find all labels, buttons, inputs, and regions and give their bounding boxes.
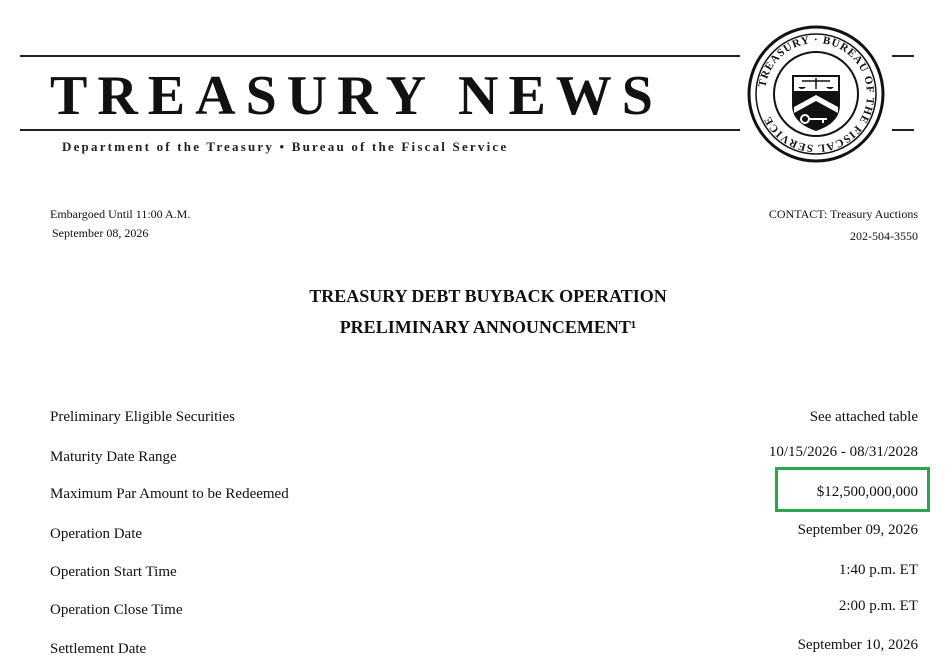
detail-label: Operation Close Time <box>50 602 183 618</box>
detail-value: $12,500,000,000 <box>816 484 918 500</box>
par-amount-highlight-box <box>775 467 930 512</box>
masthead-top-rule <box>20 55 740 57</box>
detail-label: Settlement Date <box>50 641 147 657</box>
embargo-text: Embargoed Until 11:00 A.M. <box>50 207 191 221</box>
announcement-subtitle: PRELIMINARY ANNOUNCEMENT¹ <box>339 317 637 337</box>
detail-label: Operation Start Time <box>50 564 177 580</box>
detail-value: 2:00 p.m. ET <box>838 598 918 614</box>
masthead-title: TREASURY NEWS <box>50 65 663 127</box>
masthead-top-rule-right <box>892 55 914 57</box>
detail-value: September 09, 2026 <box>797 522 918 538</box>
detail-label: Maximum Par Amount to be Redeemed <box>50 486 289 502</box>
detail-value: September 10, 2026 <box>797 637 918 653</box>
contact-phone: 202-504-3550 <box>850 229 918 243</box>
masthead-bottom-rule <box>20 129 740 131</box>
contact-text: CONTACT: Treasury Auctions <box>768 207 918 221</box>
treasury-seal-icon <box>747 25 885 163</box>
detail-label: Maturity Date Range <box>50 449 177 465</box>
detail-label: Operation Date <box>50 526 143 542</box>
detail-value: See attached table <box>809 409 918 425</box>
detail-value: 1:40 p.m. ET <box>838 562 918 578</box>
masthead-bottom-rule-right <box>892 129 914 131</box>
announcement-title: TREASURY DEBT BUYBACK OPERATION <box>309 286 667 306</box>
detail-label: Preliminary Eligible Securities <box>50 409 235 425</box>
masthead-subtitle: Department of the Treasury • Bureau of the Fiscal Service <box>62 139 509 154</box>
release-date: September 08, 2026 <box>52 226 149 240</box>
svg-text:TREASURY · BUREAU OF THE FIS: TREASURY · BUREAU OF THE FISCAL SERVICE <box>756 33 877 155</box>
detail-value: 10/15/2026 - 08/31/2028 <box>768 444 918 460</box>
